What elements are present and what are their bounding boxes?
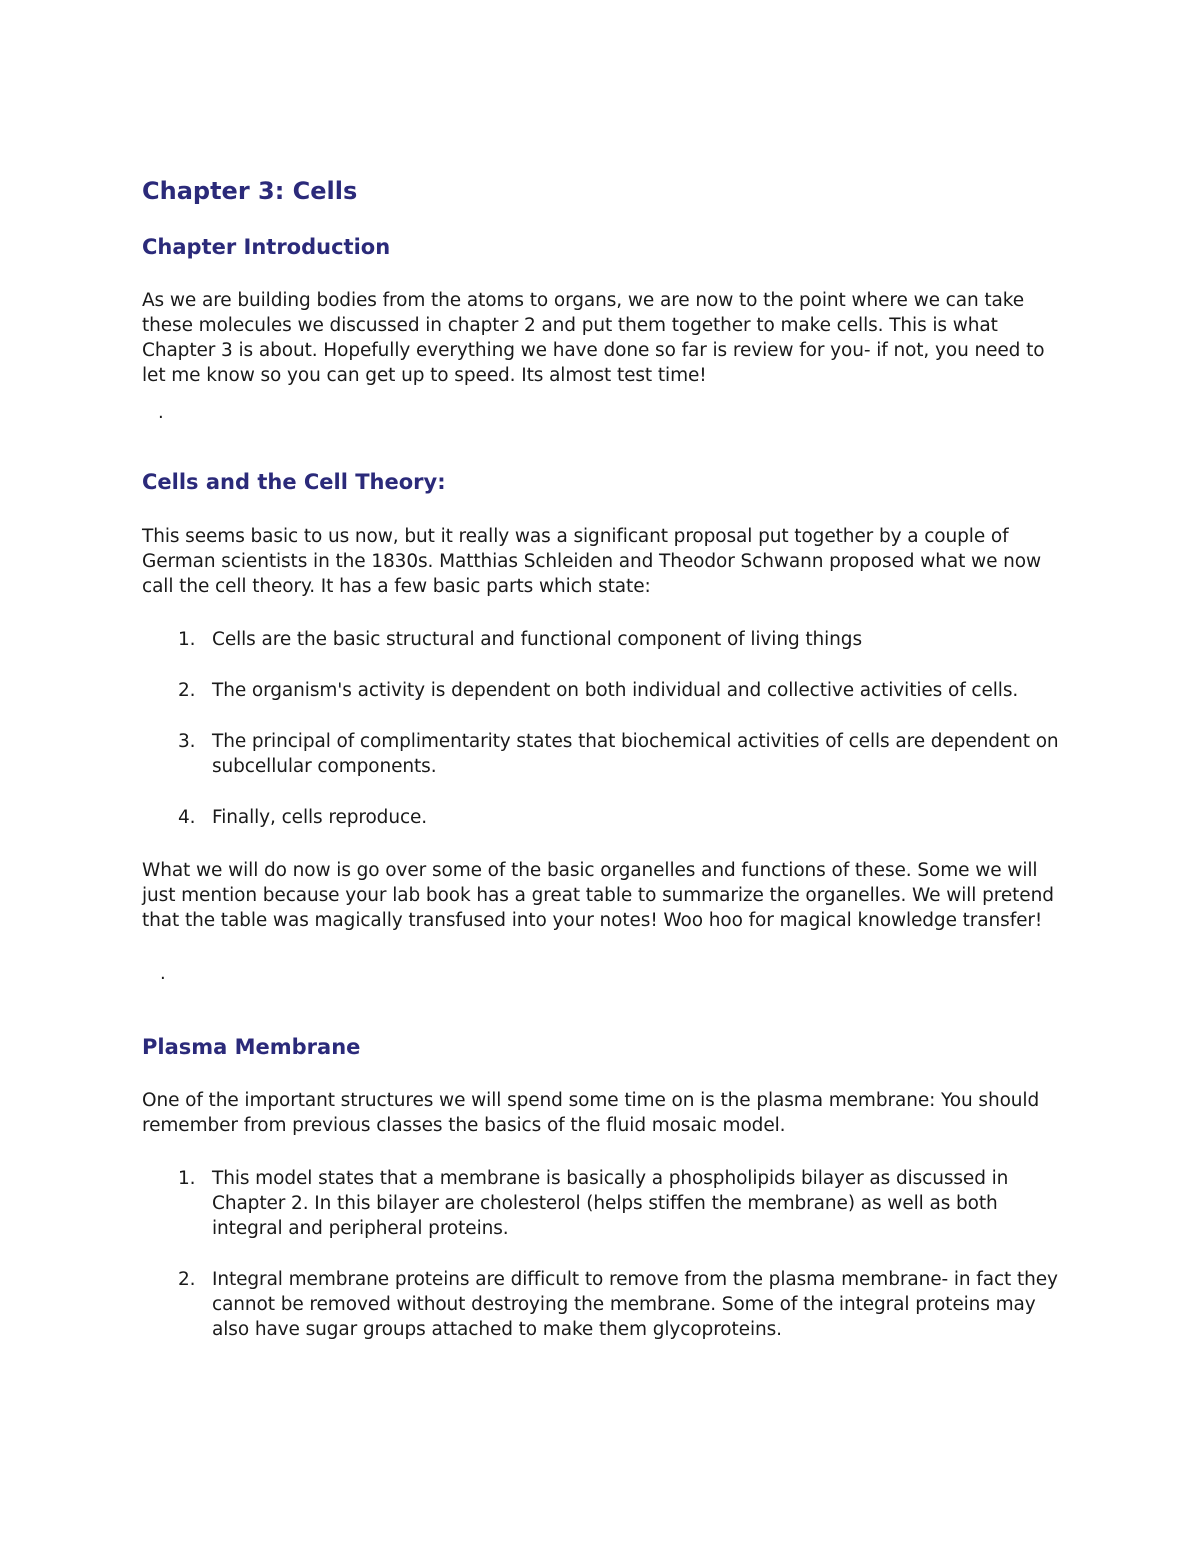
list-item-number: 4. xyxy=(178,807,196,828)
plasma-membrane-paragraph: One of the important structures we will spend some time on is the plasma membrane: You should remember from previous classes the basics of the fluid mosaic model. xyxy=(142,1090,1040,1136)
list-item xyxy=(142,1166,1072,1241)
plasma-membrane-list xyxy=(142,1166,1072,1368)
cell-theory-paragraph: This seems basic to us now, but it really was a significant proposal put together by a couple of German scientists in the 1830s. Matthias Schleiden and Theodor Schwann proposed what we now call the cell theory. It has a few basic parts which state: xyxy=(142,526,1042,597)
separator-marker: . xyxy=(158,402,164,423)
list-item-number: 3. xyxy=(178,731,196,752)
list-item-number: 1. xyxy=(178,1168,196,1189)
list-item xyxy=(142,1267,1072,1342)
intro-paragraph: As we are building bodies from the atoms to organs, we are now to the point where we can take these molecules we discussed in chapter 2 and put them together to make cells. This is what Chapter 3 is about. Hopefully everything we have done so far is review for you- if not, you need to let me know so you can get up to speed. Its almost test time! xyxy=(142,290,1045,386)
list-item-text: The organism's activity is dependent on both individual and collective activities of cells. xyxy=(212,680,1019,701)
section-heading-plasma-membrane: Plasma Membrane xyxy=(142,1035,361,1059)
list-item-number: 2. xyxy=(178,680,196,701)
list-item-text: This model states that a membrane is basically a phospholipids bilayer as discussed in Chapter 2. In this bilayer are cholesterol (helps stiffen the membrane) as well as both integral and peripheral proteins. xyxy=(212,1168,1009,1239)
list-item xyxy=(142,678,1072,703)
section-heading-cell-theory: Cells and the Cell Theory: xyxy=(142,470,446,494)
list-item xyxy=(142,729,1072,779)
list-item xyxy=(142,805,1072,830)
list-item-text: Integral membrane proteins are difficult to remove from the plasma membrane- in fact they cannot be removed without destroying the membrane. Some of the integral proteins may also have sugar groups attached to make them glycoproteins. xyxy=(212,1269,1058,1340)
section-heading-introduction: Chapter Introduction xyxy=(142,235,391,259)
list-item-text: Finally, cells reproduce. xyxy=(212,807,428,828)
page-title: Chapter 3: Cells xyxy=(142,177,358,205)
cell-theory-list xyxy=(142,627,1072,856)
list-item-number: 1. xyxy=(178,629,196,650)
list-item xyxy=(142,627,1072,652)
separator-marker: . xyxy=(160,963,166,984)
list-item-text: The principal of complimentarity states that biochemical activities of cells are dependent on subcellular components. xyxy=(212,731,1059,777)
list-item-number: 2. xyxy=(178,1269,196,1290)
organelles-paragraph: What we will do now is go over some of the basic organelles and functions of these. Some we will just mention because your lab book has a great table to summarize the organelles. We will pretend that the table was magically transfused into your notes! Woo hoo for magical knowledge transfer! xyxy=(142,860,1054,931)
list-item-text: Cells are the basic structural and functional component of living things xyxy=(212,629,862,650)
